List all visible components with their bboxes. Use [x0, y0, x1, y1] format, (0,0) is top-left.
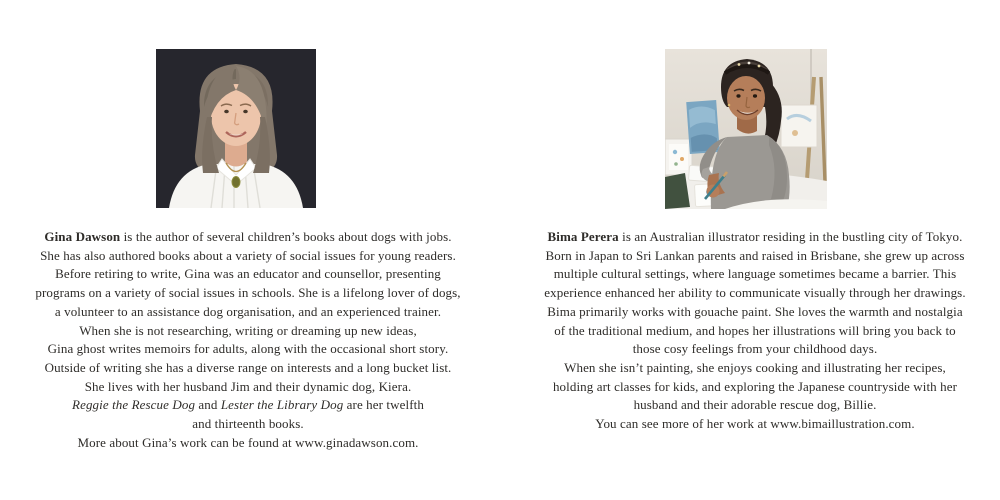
bio-text-segment: Outside of writing she has a diverse range on interests and a long bucket list.	[44, 359, 452, 375]
book-title: Lester the Library Dog	[220, 397, 344, 413]
gina-dawson-portrait-photo	[156, 49, 316, 208]
bio-line	[515, 247, 995, 266]
bio-text-segment: is an Australian illustrator residing in the bustling city of Tokyo.	[618, 229, 963, 244]
bio-text-segment: holding art classes for kids, and exploring the Japanese countryside with her	[552, 378, 958, 394]
bio-text-segment: a volunteer to an assistance dog organisation, and an experienced trainer.	[54, 303, 442, 319]
bio-text-segment: is the author of several children’s books about dogs with jobs.	[120, 229, 452, 244]
bio-line	[8, 247, 488, 266]
bio-line	[515, 340, 995, 359]
bio-line	[515, 359, 995, 378]
bio-line	[8, 434, 488, 453]
bio-text-segment: those cosy feelings from your childhood days.	[632, 341, 878, 357]
bio-text-segment: More about Gina’s work can be found at www.ginadawson.com.	[77, 434, 419, 450]
bio-line	[515, 396, 995, 415]
bio-text-segment: husband and their adorable rescue dog, Billie.	[633, 397, 877, 413]
bio-line	[8, 284, 488, 303]
bio-line	[8, 265, 488, 284]
bima-perera-bio	[515, 228, 995, 434]
bio-text-segment: When she isn’t painting, she enjoys cooking and illustrating her recipes,	[564, 359, 946, 375]
bio-text-segment: You can see more of her work at www.bimaillustration.com.	[595, 416, 915, 432]
bio-line	[8, 228, 488, 247]
bio-line	[515, 265, 995, 284]
bio-text-segment: Before retiring to write, Gina was an educator and counsellor, presenting	[55, 266, 441, 282]
bio-line	[8, 378, 488, 397]
bima-sweater	[700, 135, 790, 209]
bio-text-segment: She lives with her husband Jim and their dynamic dog, Kiera.	[84, 378, 412, 394]
bio-line	[8, 415, 488, 434]
bio-text-segment: She has also authored books about a variety of social issues for young readers.	[40, 247, 456, 263]
bio-text-segment: Born in Japan to Sri Lankan parents and raised in Brisbane, she grew up across	[545, 247, 965, 263]
bio-line	[515, 415, 995, 434]
bio-line	[8, 396, 488, 415]
bio-line	[8, 359, 488, 378]
bima-perera-portrait-photo	[665, 49, 827, 209]
bio-text-segment: When she is not researching, writing or dreaming up new ideas,	[79, 322, 417, 338]
author-name: Gina Dawson	[44, 229, 121, 244]
bio-text-segment: of the traditional medium, and hopes her illustrations will bring you back to	[554, 322, 956, 338]
bio-line	[8, 340, 488, 359]
bio-line	[515, 322, 995, 341]
bio-line	[515, 284, 995, 303]
bio-line	[8, 322, 488, 341]
bio-text-segment: and thirteenth books.	[192, 416, 304, 432]
bio-text-segment: Gina ghost writes memoirs for adults, along with the occasional short story.	[47, 341, 449, 357]
bio-text-segment: Bima primarily works with gouache paint. She loves the warmth and nostalgia	[547, 303, 963, 319]
gina-dawson-bio	[8, 228, 488, 452]
bio-text-segment: experience enhanced her ability to communicate visually through her drawings.	[544, 285, 966, 301]
bio-line	[515, 228, 995, 247]
bio-text-segment: programs on a variety of social issues in schools. She is a lifelong lover of dogs,	[35, 285, 461, 301]
bio-line	[8, 303, 488, 322]
book-title: Reggie the Rescue Dog	[72, 397, 196, 413]
bio-text-segment: and	[195, 397, 221, 413]
bio-line	[515, 303, 995, 322]
framed-artwork	[665, 139, 692, 175]
author-name: Bima Perera	[547, 229, 619, 244]
bio-text-segment: are her twelfth	[343, 397, 424, 413]
bio-text-segment: multiple cultural settings, where language sometimes became a barrier. This	[553, 266, 957, 282]
bio-line	[515, 378, 995, 397]
